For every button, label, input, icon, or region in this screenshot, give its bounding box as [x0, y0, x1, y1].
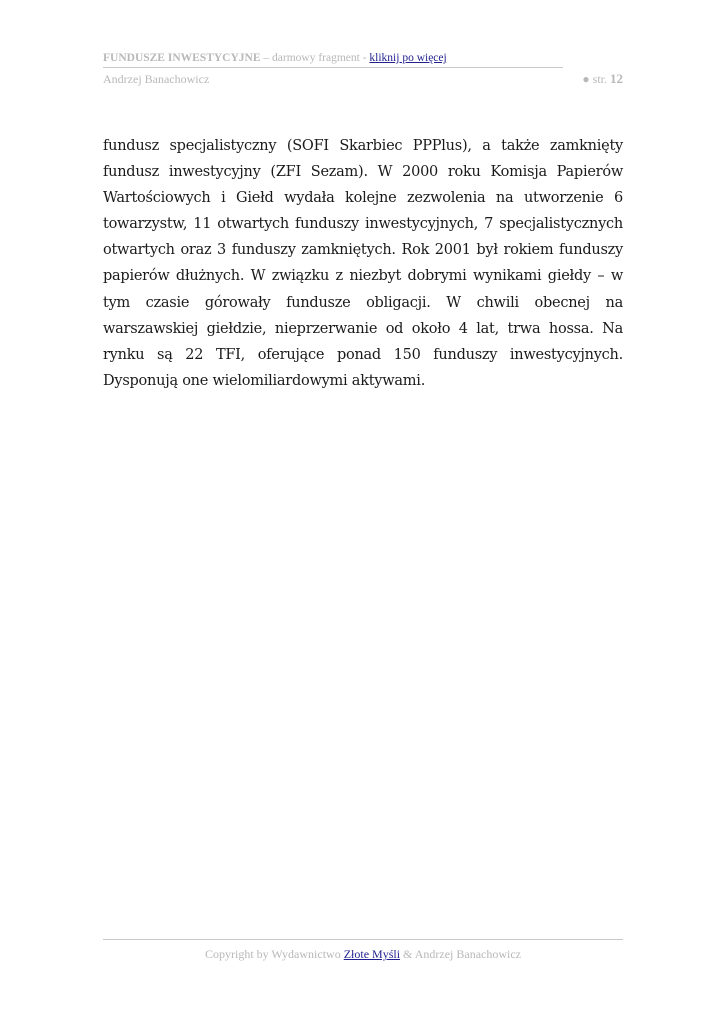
- header-separator: – darmowy fragment -: [260, 52, 370, 64]
- page-label: ● str.: [582, 72, 610, 86]
- page-indicator: [582, 72, 623, 86]
- page-header: [103, 51, 623, 86]
- header-author-line: [103, 72, 623, 86]
- body-paragraph: fundusz specjalistyczny (SOFI Skarbiec PPPlus), a także zamknięty fundusz inwestycyjny (ZFI Sezam). W 2000 roku Komisja Papierów Wartościowych i Giełd wydała kolejne zezwolenia na utworzenie 6 towarzystw, 11 otwartych funduszy inwestycyjnych, 7 specjalistycznych otwartych oraz 3 funduszy zamkniętych. Rok 2001 był rokiem funduszy papierów dłużnych. W związku z niezbyt dobrymi wynikami giełdy – w tym czasie górowały fundusze obligacji. W chwili obecnej na warszawskiej giełdzie, nieprzerwanie od około 4 lat, trwa hossa. Na rynku są 22 TFI, oferujące ponad 150 funduszy inwestycyjnych. Dysponują one wielomiliardowymi aktywami.: [103, 138, 623, 389]
- more-link[interactable]: kliknij po więcej: [369, 52, 447, 64]
- header-divider: [103, 67, 563, 68]
- publisher-link[interactable]: Złote Myśli: [343, 947, 401, 961]
- copyright-prefix: Copyright by Wydawnictwo: [204, 947, 344, 961]
- footer-divider: [103, 939, 623, 940]
- page-footer: [103, 946, 623, 962]
- book-title: FUNDUSZE INWESTYCYJNE: [103, 52, 261, 64]
- page-number: 12: [610, 71, 623, 86]
- header-line: [103, 51, 623, 65]
- author-name: Andrzej Banachowicz: [103, 72, 210, 86]
- copyright-suffix: & Andrzej Banachowicz: [400, 947, 522, 961]
